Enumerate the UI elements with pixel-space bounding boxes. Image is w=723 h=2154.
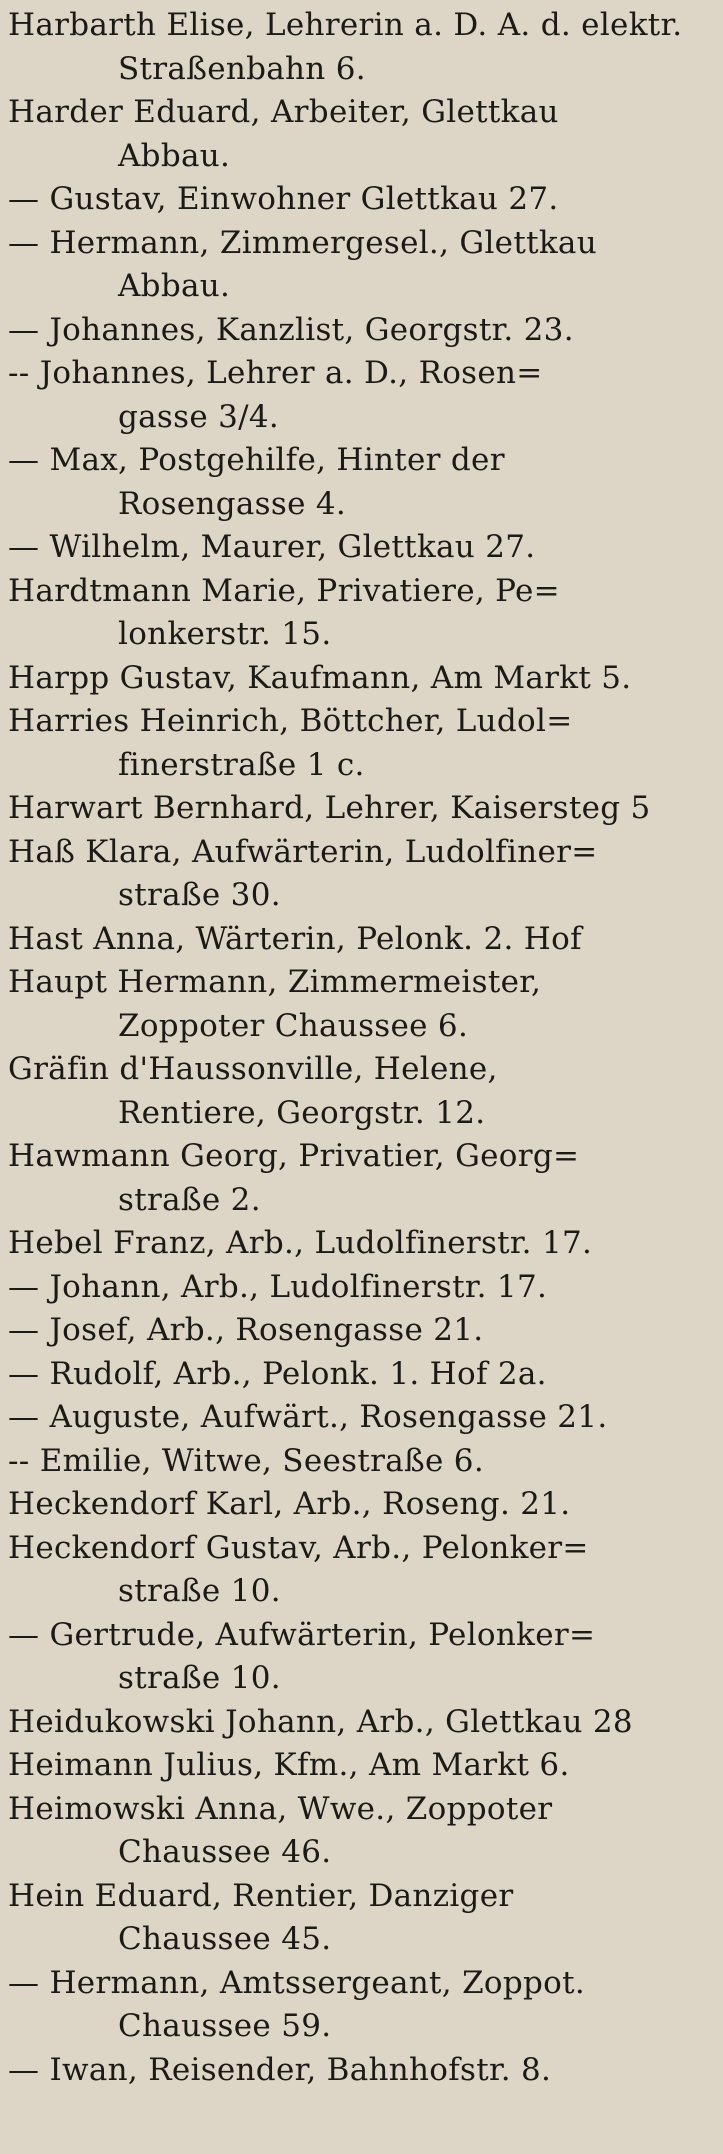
entry-line: — Max, Postgehilfe, Hinter der bbox=[8, 442, 505, 478]
entry-continuation-line: Chaussee 59. bbox=[118, 2008, 332, 2044]
entry-continuation-line: Chaussee 45. bbox=[118, 1921, 332, 1957]
entry-line: Hein Eduard, Rentier, Danziger bbox=[8, 1877, 514, 1914]
entry-continuation-line: Abbau. bbox=[118, 268, 231, 304]
entry-line: — Auguste, Aufwärt., Rosengasse 21. bbox=[8, 1399, 608, 1435]
entry-line: Harbarth Elise, Lehrerin a. D. A. d. elektr. bbox=[8, 7, 683, 43]
entry-continuation-line: straße 10. bbox=[118, 1660, 281, 1696]
entry-continuation-line: Straßenbahn 6. bbox=[118, 50, 366, 87]
entry-line: — Rudolf, Arb., Pelonk. 1. Hof 2a. bbox=[8, 1355, 547, 1392]
entry-continuation-line: straße 2. bbox=[118, 1181, 261, 1218]
entry-line: Harpp Gustav, Kaufmann, Am Markt 5. bbox=[8, 659, 632, 696]
entry-line: -- Emilie, Witwe, Seestraße 6. bbox=[8, 1442, 484, 1479]
entry-line: — Hermann, Amtssergeant, Zoppot. bbox=[8, 1964, 586, 2001]
entry-continuation-line: Zoppoter Chaussee 6. bbox=[118, 1007, 469, 1044]
entry-line: Heimann Julius, Kfm., Am Markt 6. bbox=[8, 1747, 570, 1783]
entry-continuation-line: Abbau. bbox=[118, 137, 231, 174]
entry-line: — Hermann, Zimmergesel., Glettkau bbox=[8, 224, 597, 261]
entry-line: — Gustav, Einwohner Glettkau 27. bbox=[8, 181, 559, 217]
entry-line: Heidukowski Johann, Arb., Glettkau 28 bbox=[8, 1703, 633, 1740]
entry-line: Heckendorf Karl, Arb., Roseng. 21. bbox=[8, 1486, 571, 1522]
entry-line: Heimowski Anna, Wwe., Zoppoter bbox=[8, 1790, 553, 1827]
entry-line: — Iwan, Reisender, Bahnhofstr. 8. bbox=[8, 2051, 552, 2088]
entry-line: -- Johannes, Lehrer a. D., Rosen= bbox=[8, 355, 543, 391]
entry-line: Hawmann Georg, Privatier, Georg= bbox=[8, 1138, 580, 1174]
entry-continuation-line: finerstraße 1 c. bbox=[118, 746, 365, 783]
entry-line: Harries Heinrich, Böttcher, Ludol= bbox=[8, 703, 573, 739]
entry-continuation-line: straße 10. bbox=[118, 1573, 281, 1609]
entry-line: Haupt Hermann, Zimmermeister, bbox=[8, 964, 542, 1000]
entry-line: Hast Anna, Wärterin, Pelonk. 2. Hof bbox=[8, 920, 582, 957]
entry-continuation-line: Rosengasse 4. bbox=[118, 485, 347, 522]
entry-continuation-line: lonkerstr. 15. bbox=[118, 616, 332, 652]
entry-continuation-line: Rentiere, Georgstr. 12. bbox=[118, 1094, 486, 1131]
entry-line: — Wilhelm, Maurer, Glettkau 27. bbox=[8, 529, 536, 565]
entry-line: — Johannes, Kanzlist, Georgstr. 23. bbox=[8, 311, 574, 348]
entry-line: — Josef, Arb., Rosengasse 21. bbox=[8, 1312, 484, 1348]
entry-line: — Johann, Arb., Ludolfinerstr. 17. bbox=[8, 1268, 548, 1305]
entry-line: Harwart Bernhard, Lehrer, Kaisersteg 5 bbox=[8, 790, 651, 826]
entry-line: Hardtmann Marie, Privatiere, Pe= bbox=[8, 572, 560, 609]
entry-line: Harder Eduard, Arbeiter, Glettkau bbox=[8, 94, 559, 130]
entry-line: Heckendorf Gustav, Arb., Pelonker= bbox=[8, 1529, 589, 1566]
entry-continuation-line: gasse 3/4. bbox=[118, 398, 280, 435]
entry-line: — Gertrude, Aufwärterin, Pelonker= bbox=[8, 1616, 596, 1653]
entry-line: Haß Klara, Aufwärterin, Ludolfiner= bbox=[8, 833, 598, 870]
entry-continuation-line: straße 30. bbox=[118, 877, 281, 913]
entry-line: Gräfin d'Haussonville, Helene, bbox=[8, 1051, 498, 1087]
entry-line: Hebel Franz, Arb., Ludolfinerstr. 17. bbox=[8, 1225, 593, 1261]
entry-continuation-line: Chaussee 46. bbox=[118, 1834, 332, 1870]
